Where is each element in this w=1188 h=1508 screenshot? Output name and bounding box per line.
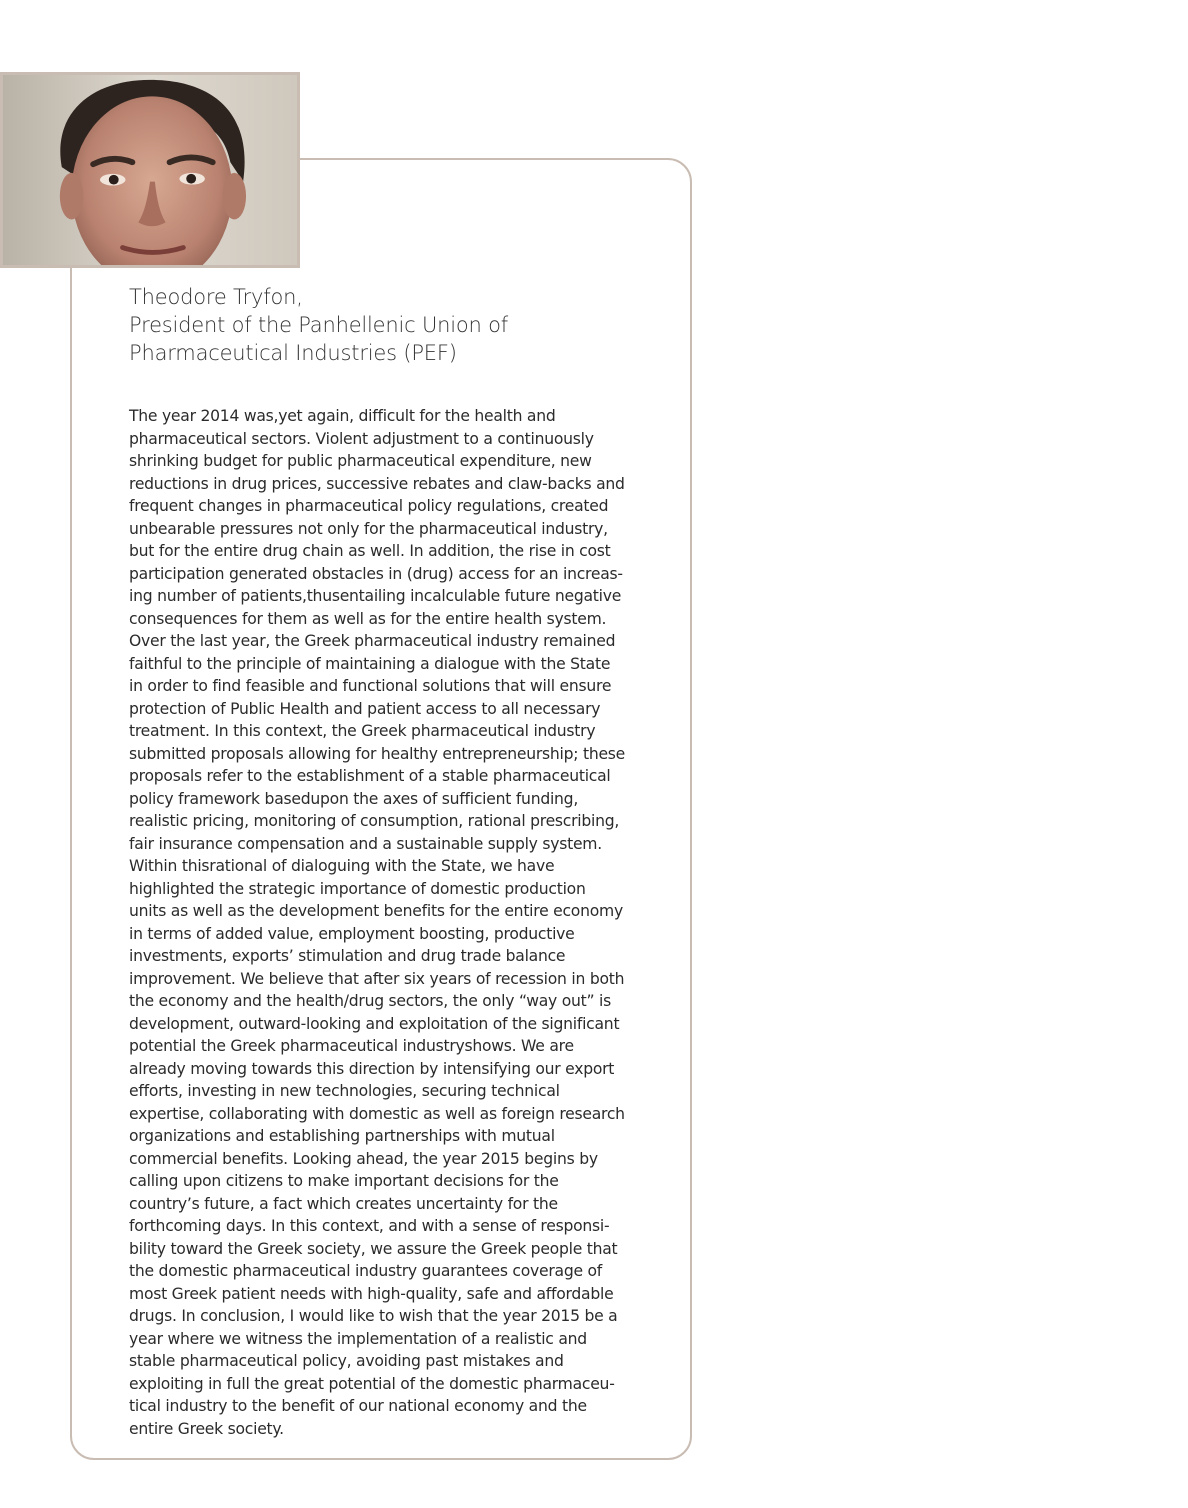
body-line: units as well as the development benefits for the entire economy [129,902,623,920]
body-line: development, outward-looking and exploitation of the significant [129,1014,620,1033]
body-line: The year 2014 was,yet again, difficult for the health and [129,407,556,425]
body-line: ing number of patients,thusentailing incalculable future negative [129,587,622,605]
body-line: year where we witness the implementation of a realistic and [129,1329,587,1348]
portrait-illustration [3,75,297,265]
body-line: exploiting in full the great potential of the domestic pharmaceu- [129,1374,615,1393]
body-line: consequences for them as well as for the entire health system. [129,609,607,628]
body-line: fair insurance compensation and a sustainable supply system. [129,834,602,853]
body-line: most Greek patient needs with high-quality, safe and affordable [129,1284,614,1303]
body-line: potential the Greek pharmaceutical industryshows. We are [129,1037,574,1055]
body-line: but for the entire drug chain as well. In addition, the rise in cost [129,542,611,560]
body-line: protection of Public Health and patient access to all necessary [129,699,601,718]
body-line: participation generated obstacles in (drug) access for an increas- [129,564,623,583]
body-line: highlighted the strategic importance of domestic production [129,879,586,898]
body-line: drugs. In conclusion, I would like to wish that the year 2015 be a [129,1307,618,1325]
body-line: organizations and establishing partnerships with mutual [129,1127,555,1145]
body-line: policy framework basedupon the axes of sufficient funding, [129,789,579,808]
body-line: investments, exports’ stimulation and drug trade balance [129,947,566,965]
body-line: pharmaceutical sectors. Violent adjustment to a continuously [129,429,594,448]
body-line: entire Greek society. [129,1419,284,1438]
body-line: shrinking budget for public pharmaceutical expenditure, new [129,452,592,470]
body-line: country’s future, a fact which creates uncertainty for the [129,1194,558,1213]
body-line: unbearable pressures not only for the pharmaceutical industry, [129,519,608,538]
body-line: expertise, collaborating with domestic as well as foreign research [129,1104,625,1123]
author-name: Theodore Tryfon, [129,285,303,309]
body-line: already moving towards this direction by intensifying our export [129,1059,615,1078]
body-line: forthcoming days. In this context, and with a sense of responsi- [129,1217,610,1235]
author-block [129,283,669,367]
body-line: stable pharmaceutical policy, avoiding past mistakes and [129,1352,564,1370]
body-line: bility toward the Greek society, we assure the Greek people that [129,1239,618,1258]
body-line: faithful to the principle of maintaining a dialogue with the State [129,654,611,673]
body-line: Over the last year, the Greek pharmaceutical industry remained [129,632,616,650]
body-line: frequent changes in pharmaceutical policy regulations, created [129,497,609,515]
body-line: tical industry to the benefit of our national economy and the [129,1397,587,1415]
body-line: in order to find feasible and functional solutions that will ensure [129,677,612,695]
body-line: calling upon citizens to make important decisions for the [129,1172,559,1190]
body-line: efforts, investing in new technologies, securing technical [129,1082,560,1100]
author-title-line-1: President of the Panhellenic Union of [129,313,508,337]
portrait-photo [0,72,300,268]
body-line: the domestic pharmaceutical industry guarantees coverage of [129,1262,603,1280]
body-line: submitted proposals allowing for healthy entrepreneurship; these [129,744,626,763]
body-text [129,405,669,1440]
body-line: commercial benefits. Looking ahead, the year 2015 begins by [129,1149,598,1168]
body-line: reductions in drug prices, successive rebates and claw-backs and [129,474,625,493]
author-title-line-2: Pharmaceutical Industries (PEF) [129,341,457,365]
body-line: treatment. In this context, the Greek pharmaceutical industry [129,722,596,740]
body-line: improvement. We believe that after six years of recession in both [129,969,625,988]
body-line: proposals refer to the establishment of a stable pharmaceutical [129,767,611,785]
body-line: realistic pricing, monitoring of consumption, rational prescribing, [129,812,620,830]
body-line: Within thisrational of dialoguing with the State, we have [129,857,555,875]
body-line: the economy and the health/drug sectors, the only “way out” is [129,992,611,1010]
body-line: in terms of added value, employment boosting, productive [129,924,575,943]
